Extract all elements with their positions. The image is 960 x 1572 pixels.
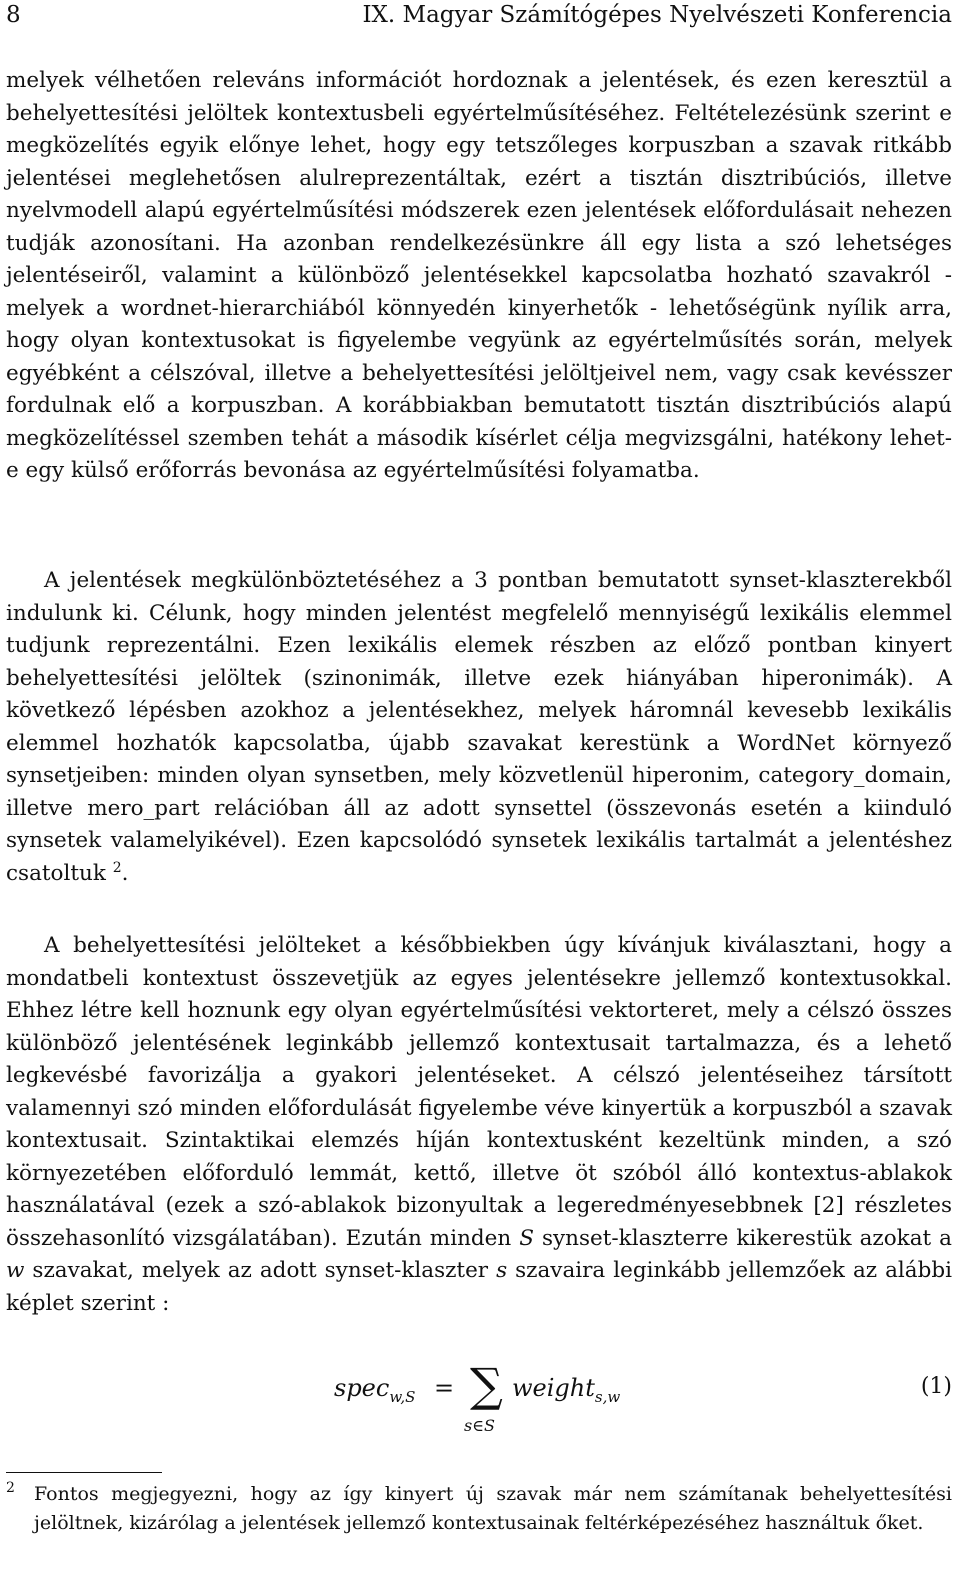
- footnote-mark: 2: [6, 1480, 15, 1496]
- paragraph-1: melyek vélhetően releváns információt hordoznak a jelentések, és ezen keresztül a behelyettesítési jelöltek kontextusbeli egyértelműsítéséhez. Feltételezésünk szerint e megközelítés egyik előnye lehet, hogy egy tetszőleges korpuszban a szavak ritkább jelentései meglehetősen alulreprezentáltak, ezért a tisztán disztribúciós, illetve nyelvmodell alapú egyértelműsítési módszerek ezen jelentések előfordulásait nehezen tudják azonosítani. Ha azonban rendelkezésünkre áll egy lista a szó lehetséges jelentéseiről, valamint a különböző jelentésekkel kapcsolatba hozható szavakról - melyek a wordnet-hierarchiából könnyedén kinyerhetők - lehetőségünk nyílik arra, hogy olyan kontextusokat is figyelembe vegyünk az egyértelműsítés során, melyek egyébként a célszóval, illetve a behelyettesítési jelöltjeivel nem, vagy csak kevésszer fordulnak elő a korpuszban. A korábbiakban bemutatott tisztán disztribúciós alapú megközelítéssel szemben tehát a második kísérlet célja megvizsgálni, hatékony lehet-e egy külső erőforrás bevonása az egyértelműsítési folyamatba.: [6, 68, 952, 483]
- variable-w: w: [6, 1258, 25, 1283]
- equation-1: [6, 1358, 952, 1450]
- running-title: IX. Magyar Számítógépes Nyelvészeti Konferencia: [362, 2, 952, 28]
- paragraph-2: [6, 565, 952, 890]
- paragraph-3-text-a: A behelyettesítési jelölteket a későbbiekben úgy kívánjuk kiválasztani, hogy a mondatbeli kontextust összevetjük az egyes jelentésekre jellemző kontextusokkal. Ehhez létre kell hoznunk egy olyan egyértelműsítési vektorteret, mely a célszó összes különböző jelentésének leginkább jellemző kontextusait tartalmazza, és a lehető legkevésbé favorizálja a gyakori jelentéseket. A célszó jelentéseihez társított valamennyi szó minden előfordulását figyelembe véve kinyertük a korpuszból a szavak kontextusait. Szintaktikai elemzés híján kontextusként kezeltünk minden, a szó környezetében előforduló lemmát, kettő, illetve öt szóból álló kontextus-ablakok használatával (ezek a szó-ablakok bizonyultak a legeredményesebbnek [2] részletes összehasonlító vizsgálatában). Ezután minden: [6, 933, 952, 1251]
- equation-rhs-symbol: weight: [512, 1374, 595, 1402]
- summation-index: s∈S: [464, 1416, 496, 1435]
- variable-S: S: [519, 1225, 534, 1251]
- footnote-text: Fontos megjegyezni, hogy az így kinyert új szavak már nem számítanak behelyettesítési jelöltnek, kizárólag a jelentések jellemző kontextusainak feltérképezéséhez használtuk őket.: [34, 1483, 952, 1534]
- equation-rhs-subscript: s,w: [594, 1388, 621, 1406]
- footnote-reference[interactable]: 2: [112, 859, 122, 876]
- equation-lhs-subscript: w,S: [389, 1388, 416, 1406]
- footnote: [6, 1480, 952, 1538]
- paragraph-3: [6, 930, 952, 1320]
- footnote-divider: [6, 1472, 162, 1473]
- equation-lhs: [334, 1374, 415, 1406]
- equation-number: (1): [920, 1374, 952, 1399]
- paragraph-3-text-d: szavaira leginkább jellemzőek az alábbi képlet szerint :: [6, 1258, 952, 1316]
- paragraph-3-text-b: synset-klaszterre kikerestük azokat a: [541, 1225, 952, 1251]
- equation-equals-sign: =: [434, 1374, 455, 1402]
- page-header: [6, 0, 952, 36]
- summation-symbol: ∑: [470, 1358, 503, 1412]
- equation-rhs: [512, 1374, 620, 1406]
- variable-s: s: [496, 1258, 508, 1283]
- equation-lhs-symbol: spec: [334, 1374, 390, 1402]
- paragraph-3-text-c: szavakat, melyek az adott synset-klaszter: [32, 1258, 489, 1283]
- paragraph-2-text: A jelentések megkülönböztetéséhez a 3 pontban bemutatott synset-klaszterekből indulunk ki. Célunk, hogy minden jelentést megfelelő mennyiségű lexikális elemmel tudjunk reprezentálni. Ezen lexikális elemek részben az előző pontban kinyert behelyettesítési jelöltek (szinonimák, illetve ezek hiányában hiperonimák). A következő lépésben azokhoz a jelentésekhez, melyek háromnál kevesebb lexikális elemmel hozhatók kapcsolatba, újabb szavakat kerestünk a WordNet környező synsetjeiben: minden olyan synsetben, mely közvetlenül hiperonim, category_domain, illetve mero_part relációban áll az adott synsettel (összevonás esetén a kiinduló synsetek valamelyikével). Ezen kapcsolódó synsetek lexikális tartalmát a jelentéshez csatoltuk: [6, 568, 952, 886]
- paragraph-2-end: .: [121, 860, 129, 886]
- page-number: 8: [6, 2, 21, 28]
